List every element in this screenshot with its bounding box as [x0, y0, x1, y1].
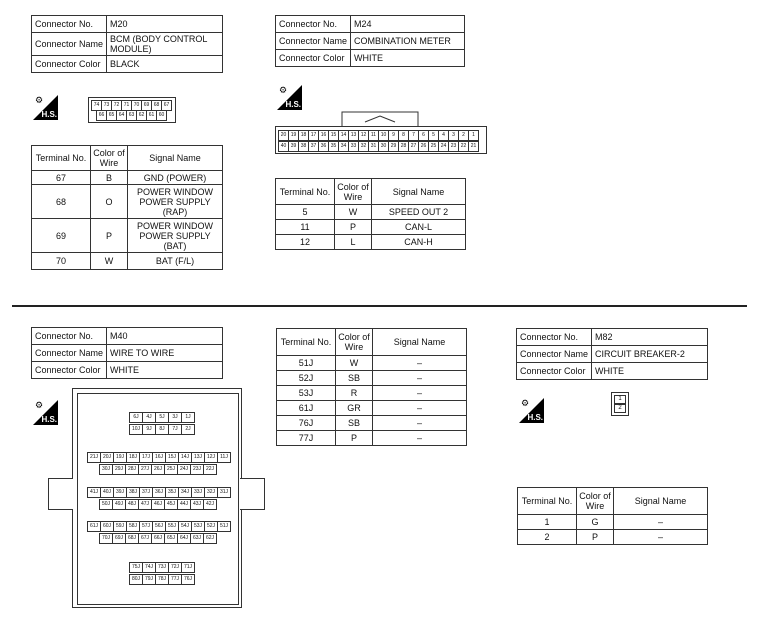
- th-color-of-wire: Color of Wire: [336, 329, 373, 356]
- label-connector-name: Connector Name: [276, 33, 351, 50]
- m40-cavity-row: [100, 499, 217, 510]
- terminal-cavity: 7: [408, 130, 419, 141]
- label-connector-color: Connector Color: [32, 362, 107, 379]
- terminal-cavity: 40J: [100, 487, 114, 498]
- terminal-cavity: 79J: [142, 574, 156, 585]
- label-connector-no: Connector No.: [32, 328, 107, 345]
- table-row: [277, 416, 467, 431]
- signal-name-cell: CAN-L: [372, 220, 466, 235]
- label-connector-name: Connector Name: [32, 345, 107, 362]
- terminal-cavity: 46J: [151, 499, 165, 510]
- terminal-cavity: 8J: [155, 424, 169, 435]
- terminal-cavity: 70: [131, 100, 142, 111]
- terminal-cavity: 15J: [165, 452, 179, 463]
- terminal-cavity: 55J: [165, 521, 179, 532]
- table-row: [277, 356, 467, 371]
- terminal-cavity: 54J: [178, 521, 192, 532]
- terminal-cavity: 32: [358, 141, 369, 152]
- signal-name-cell: SPEED OUT 2: [372, 205, 466, 220]
- terminal-cavity: 76J: [181, 574, 195, 585]
- terminal-cavity: 36: [318, 141, 329, 152]
- section-divider: [12, 305, 747, 307]
- terminal-cavity: 29: [388, 141, 399, 152]
- terminal-cavity: 26J: [151, 464, 165, 475]
- table-row: [277, 386, 467, 401]
- terminal-cavity: 2J: [181, 424, 195, 435]
- terminal-cavity: 62J: [203, 533, 217, 544]
- m40-right-latch: [240, 478, 265, 510]
- table-row: [277, 371, 467, 386]
- m24-no: M24: [351, 16, 465, 33]
- terminal-no-cell: 53J: [277, 386, 336, 401]
- terminal-cavity: 14: [338, 130, 349, 141]
- terminal-cavity: 77J: [168, 574, 182, 585]
- terminal-cavity: 30: [378, 141, 389, 152]
- terminal-cavity: 40: [278, 141, 289, 152]
- terminal-cavity: 5: [428, 130, 439, 141]
- terminal-cavity: 63J: [190, 533, 204, 544]
- terminal-cavity: 80J: [129, 574, 143, 585]
- th-color-of-wire: Color of Wire: [577, 488, 614, 515]
- terminal-no-cell: 69: [32, 219, 91, 253]
- terminal-cavity: 73: [101, 100, 112, 111]
- terminal-cavity: 50J: [99, 499, 113, 510]
- hs-icon: ⚙ H.S.: [35, 96, 57, 119]
- th-terminal-no: Terminal No.: [518, 488, 577, 515]
- terminal-cavity: 26: [418, 141, 429, 152]
- terminal-cavity: 29J: [112, 464, 126, 475]
- terminal-cavity: 1J: [181, 412, 195, 423]
- terminal-cavity: 32J: [204, 487, 218, 498]
- m24-bottom-row: [279, 141, 479, 152]
- terminal-no-cell: 51J: [277, 356, 336, 371]
- terminal-cavity: 12J: [204, 452, 218, 463]
- terminal-cavity: 27J: [138, 464, 152, 475]
- m40-no: M40: [107, 328, 223, 345]
- terminal-cavity: 60: [156, 110, 167, 121]
- terminal-cavity: 27: [408, 141, 419, 152]
- m40-connector-info: [31, 327, 223, 379]
- terminal-cavity: 39J: [113, 487, 127, 498]
- terminal-cavity: 23: [448, 141, 459, 152]
- terminal-cavity: 44J: [177, 499, 191, 510]
- terminal-cavity: 68J: [125, 533, 139, 544]
- table-row: [277, 431, 467, 446]
- wire-color-cell: W: [91, 253, 128, 270]
- terminal-cavity: 74: [91, 100, 102, 111]
- m24-color: WHITE: [351, 50, 465, 67]
- terminal-cavity: 3J: [168, 412, 182, 423]
- th-color-of-wire: Color of Wire: [91, 146, 128, 171]
- m20-terminal-table: [31, 145, 223, 270]
- th-terminal-no: Terminal No.: [276, 179, 335, 205]
- wire-color-cell: R: [336, 386, 373, 401]
- terminal-cavity: 45J: [164, 499, 178, 510]
- terminal-cavity: 48J: [125, 499, 139, 510]
- m40-cavity-row: [88, 452, 231, 463]
- wire-color-cell: O: [91, 185, 128, 219]
- m24-lock-tab: [340, 108, 420, 128]
- m24-name: COMBINATION METER: [351, 33, 465, 50]
- terminal-cavity: 69J: [112, 533, 126, 544]
- terminal-cavity: 60J: [100, 521, 114, 532]
- m20-no: M20: [107, 16, 223, 33]
- terminal-cavity: 47J: [138, 499, 152, 510]
- signal-name-cell: –: [373, 416, 467, 431]
- terminal-cavity: 35: [328, 141, 339, 152]
- terminal-cavity: 71: [121, 100, 132, 111]
- terminal-cavity: 62: [136, 110, 147, 121]
- m40-cavity-row: [130, 574, 195, 585]
- wire-color-cell: GR: [336, 401, 373, 416]
- m40-cavity-row: [130, 424, 195, 435]
- m40-cavity-row: [100, 533, 217, 544]
- m20-connector-face: [88, 97, 176, 123]
- terminal-cavity: 67J: [138, 533, 152, 544]
- terminal-cavity: 21J: [87, 452, 101, 463]
- terminal-cavity: 72: [111, 100, 122, 111]
- signal-name-cell: GND (POWER): [128, 171, 223, 185]
- m20-color: BLACK: [107, 56, 223, 73]
- terminal-cavity: 5J: [155, 412, 169, 423]
- signal-name-cell: CAN-H: [372, 235, 466, 250]
- signal-name-cell: –: [614, 515, 708, 530]
- m40-left-latch: [48, 478, 73, 510]
- terminal-cavity: 33J: [191, 487, 205, 498]
- signal-name-cell: –: [373, 431, 467, 446]
- terminal-cavity: 65: [106, 110, 117, 121]
- label-connector-name: Connector Name: [32, 33, 107, 56]
- terminal-cavity: 18: [298, 130, 309, 141]
- terminal-cavity: 8: [398, 130, 409, 141]
- terminal-cavity: 13: [348, 130, 359, 141]
- terminal-cavity: 49J: [112, 499, 126, 510]
- label-connector-color: Connector Color: [32, 56, 107, 73]
- terminal-cavity: 18J: [126, 452, 140, 463]
- terminal-cavity: 38: [298, 141, 309, 152]
- terminal-cavity: 74J: [142, 562, 156, 573]
- terminal-cavity: 13J: [191, 452, 205, 463]
- table-row: [276, 235, 466, 250]
- terminal-cavity: 35J: [165, 487, 179, 498]
- terminal-cavity: 2: [458, 130, 469, 141]
- terminal-no-cell: 67: [32, 171, 91, 185]
- signal-name-cell: –: [373, 371, 467, 386]
- m82-cavity: 2: [614, 404, 626, 413]
- terminal-cavity: 37J: [139, 487, 153, 498]
- th-signal-name: Signal Name: [128, 146, 223, 171]
- terminal-no-cell: 70: [32, 253, 91, 270]
- table-row: [277, 401, 467, 416]
- terminal-cavity: 68: [151, 100, 162, 111]
- terminal-cavity: 63: [126, 110, 137, 121]
- terminal-cavity: 9J: [142, 424, 156, 435]
- terminal-cavity: 70J: [99, 533, 113, 544]
- terminal-no-cell: 61J: [277, 401, 336, 416]
- m82-connector-info: [516, 328, 708, 380]
- hs-icon: ⚙ H.S.: [35, 401, 57, 424]
- terminal-cavity: 17J: [139, 452, 153, 463]
- terminal-cavity: 6: [418, 130, 429, 141]
- terminal-no-cell: 1: [518, 515, 577, 530]
- terminal-cavity: 71J: [181, 562, 195, 573]
- m82-color: WHITE: [592, 363, 708, 380]
- terminal-cavity: 1: [468, 130, 479, 141]
- terminal-cavity: 43J: [190, 499, 204, 510]
- terminal-cavity: 56J: [152, 521, 166, 532]
- signal-name-cell: –: [373, 356, 467, 371]
- terminal-cavity: 14J: [178, 452, 192, 463]
- terminal-no-cell: 77J: [277, 431, 336, 446]
- terminal-cavity: 64J: [177, 533, 191, 544]
- wire-color-cell: W: [336, 356, 373, 371]
- terminal-no-cell: 76J: [277, 416, 336, 431]
- table-row: [32, 171, 223, 185]
- label-connector-no: Connector No.: [32, 16, 107, 33]
- wire-color-cell: P: [577, 530, 614, 545]
- hs-icon: ⚙ H.S.: [521, 399, 543, 422]
- table-row: [276, 220, 466, 235]
- table-row: [276, 205, 466, 220]
- terminal-cavity: 39: [288, 141, 299, 152]
- terminal-no-cell: 2: [518, 530, 577, 545]
- terminal-cavity: 38J: [126, 487, 140, 498]
- terminal-cavity: 69: [141, 100, 152, 111]
- table-row: [518, 530, 708, 545]
- m82-no: M82: [592, 329, 708, 346]
- label-connector-color: Connector Color: [276, 50, 351, 67]
- hs-icon: ⚙ H.S.: [279, 86, 301, 109]
- terminal-cavity: 31: [368, 141, 379, 152]
- terminal-cavity: 10J: [129, 424, 143, 435]
- wire-color-cell: G: [577, 515, 614, 530]
- wire-color-cell: L: [335, 235, 372, 250]
- signal-name-cell: –: [614, 530, 708, 545]
- terminal-cavity: 24: [438, 141, 449, 152]
- m40-terminal-table: [276, 328, 467, 446]
- terminal-cavity: 22: [458, 141, 469, 152]
- table-row: [32, 253, 223, 270]
- signal-name-cell: BAT (F/L): [128, 253, 223, 270]
- terminal-cavity: 61: [146, 110, 157, 121]
- m40-cavity-row: [88, 487, 231, 498]
- terminal-cavity: 7J: [168, 424, 182, 435]
- terminal-cavity: 25: [428, 141, 439, 152]
- terminal-cavity: 72J: [168, 562, 182, 573]
- m24-connector-info: [275, 15, 465, 67]
- terminal-cavity: 23J: [190, 464, 204, 475]
- m24-terminal-table: [275, 178, 466, 250]
- m40-cavity-row: [88, 521, 231, 532]
- terminal-cavity: 19J: [113, 452, 127, 463]
- terminal-cavity: 28J: [125, 464, 139, 475]
- terminal-cavity: 52J: [204, 521, 218, 532]
- terminal-cavity: 10: [378, 130, 389, 141]
- m82-connector-face: [611, 392, 629, 416]
- terminal-cavity: 34J: [178, 487, 192, 498]
- m40-cavity-row: [130, 562, 195, 573]
- terminal-no-cell: 11: [276, 220, 335, 235]
- terminal-cavity: 34: [338, 141, 349, 152]
- wire-color-cell: SB: [336, 416, 373, 431]
- table-row: [518, 515, 708, 530]
- terminal-cavity: 51J: [217, 521, 231, 532]
- terminal-no-cell: 68: [32, 185, 91, 219]
- terminal-cavity: 67: [161, 100, 172, 111]
- wire-color-cell: B: [91, 171, 128, 185]
- m40-cavity-row: [100, 464, 217, 475]
- th-terminal-no: Terminal No.: [277, 329, 336, 356]
- th-signal-name: Signal Name: [372, 179, 466, 205]
- terminal-cavity: 66: [96, 110, 107, 121]
- terminal-cavity: 37: [308, 141, 319, 152]
- signal-name-cell: POWER WINDOW POWER SUPPLY (BAT): [128, 219, 223, 253]
- terminal-cavity: 57J: [139, 521, 153, 532]
- signal-name-cell: POWER WINDOW POWER SUPPLY (RAP): [128, 185, 223, 219]
- wire-color-cell: P: [91, 219, 128, 253]
- terminal-cavity: 36J: [152, 487, 166, 498]
- wire-color-cell: P: [336, 431, 373, 446]
- terminal-cavity: 31J: [217, 487, 231, 498]
- terminal-no-cell: 12: [276, 235, 335, 250]
- m20-bottom-row: [97, 110, 167, 121]
- terminal-cavity: 15: [328, 130, 339, 141]
- m40-cavity-row: [130, 412, 195, 423]
- terminal-cavity: 20J: [100, 452, 114, 463]
- th-signal-name: Signal Name: [373, 329, 467, 356]
- terminal-cavity: 11J: [217, 452, 231, 463]
- signal-name-cell: –: [373, 401, 467, 416]
- th-signal-name: Signal Name: [614, 488, 708, 515]
- th-color-of-wire: Color of Wire: [335, 179, 372, 205]
- terminal-cavity: 61J: [87, 521, 101, 532]
- label-connector-name: Connector Name: [517, 346, 592, 363]
- table-row: [32, 185, 223, 219]
- m24-top-row: [279, 130, 479, 141]
- th-terminal-no: Terminal No.: [32, 146, 91, 171]
- terminal-no-cell: 5: [276, 205, 335, 220]
- terminal-cavity: 65J: [164, 533, 178, 544]
- label-connector-no: Connector No.: [276, 16, 351, 33]
- terminal-cavity: 58J: [126, 521, 140, 532]
- wire-color-cell: W: [335, 205, 372, 220]
- terminal-cavity: 12: [358, 130, 369, 141]
- terminal-cavity: 66J: [151, 533, 165, 544]
- terminal-cavity: 53J: [191, 521, 205, 532]
- terminal-cavity: 59J: [113, 521, 127, 532]
- signal-name-cell: –: [373, 386, 467, 401]
- terminal-cavity: 11: [368, 130, 379, 141]
- table-row: [32, 219, 223, 253]
- terminal-cavity: 78J: [155, 574, 169, 585]
- m40-name: WIRE TO WIRE: [107, 345, 223, 362]
- terminal-cavity: 4: [438, 130, 449, 141]
- wire-color-cell: P: [335, 220, 372, 235]
- terminal-cavity: 9: [388, 130, 399, 141]
- m20-connector-info: [31, 15, 223, 73]
- m20-name: BCM (BODY CONTROL MODULE): [107, 33, 223, 56]
- terminal-cavity: 25J: [164, 464, 178, 475]
- wire-color-cell: SB: [336, 371, 373, 386]
- terminal-cavity: 42J: [203, 499, 217, 510]
- terminal-cavity: 16: [318, 130, 329, 141]
- m24-connector-face: [275, 126, 487, 154]
- m82-cavity: 1: [614, 395, 626, 404]
- terminal-cavity: 73J: [155, 562, 169, 573]
- terminal-cavity: 33: [348, 141, 359, 152]
- terminal-cavity: 19: [288, 130, 299, 141]
- terminal-cavity: 20: [278, 130, 289, 141]
- m82-terminal-table: [517, 487, 708, 545]
- terminal-cavity: 30J: [99, 464, 113, 475]
- label-connector-no: Connector No.: [517, 329, 592, 346]
- terminal-cavity: 41J: [87, 487, 101, 498]
- terminal-cavity: 22J: [203, 464, 217, 475]
- m40-color: WHITE: [107, 362, 223, 379]
- terminal-cavity: 6J: [129, 412, 143, 423]
- m82-name: CIRCUIT BREAKER-2: [592, 346, 708, 363]
- terminal-cavity: 17: [308, 130, 319, 141]
- terminal-no-cell: 52J: [277, 371, 336, 386]
- terminal-cavity: 16J: [152, 452, 166, 463]
- terminal-cavity: 64: [116, 110, 127, 121]
- terminal-cavity: 3: [448, 130, 459, 141]
- terminal-cavity: 75J: [129, 562, 143, 573]
- terminal-cavity: 4J: [142, 412, 156, 423]
- terminal-cavity: 21: [468, 141, 479, 152]
- terminal-cavity: 24J: [177, 464, 191, 475]
- terminal-cavity: 28: [398, 141, 409, 152]
- label-connector-color: Connector Color: [517, 363, 592, 380]
